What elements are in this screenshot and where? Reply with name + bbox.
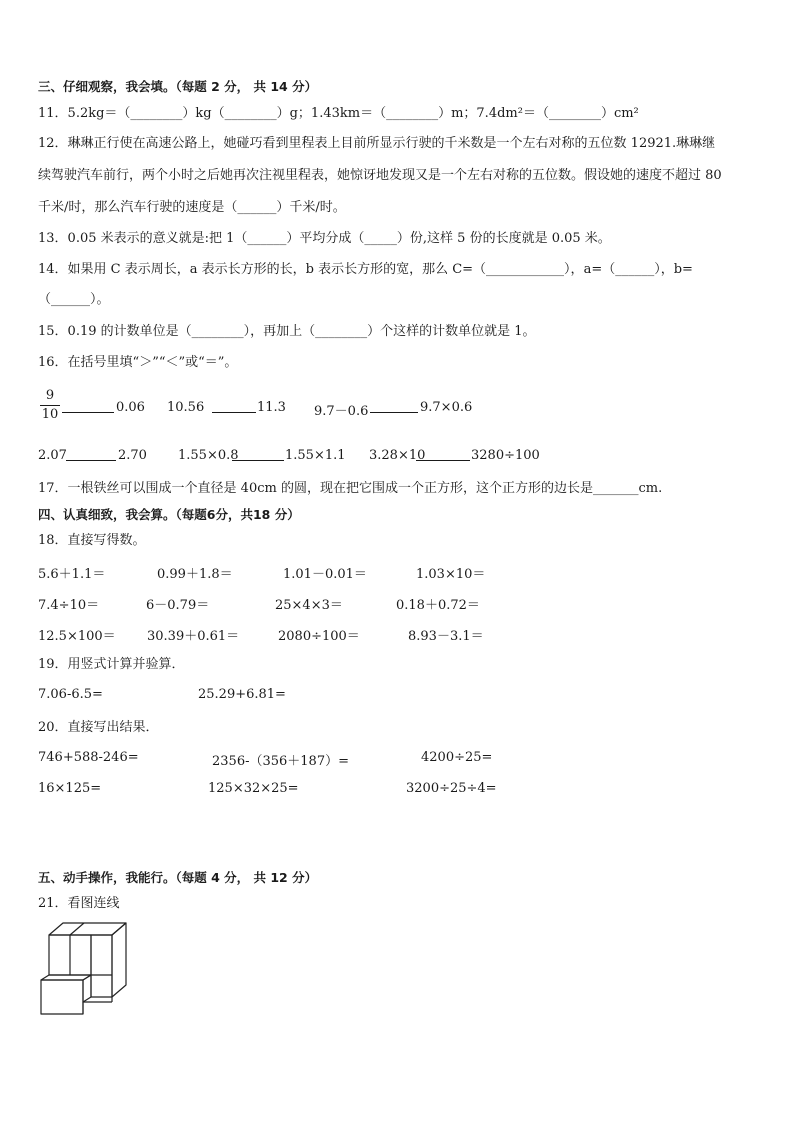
section-3-title: 三、仔细观察，我会填。（每题 2 分， 共 14 分） [38, 79, 318, 94]
compare-item: 1.55×1.1 [285, 448, 346, 463]
question-18-row-1 [38, 563, 794, 581]
expression: 12.5×100＝ [38, 629, 116, 644]
expression: 125×32×25= [208, 781, 299, 796]
question-20: 20．直接写出结果． [38, 720, 159, 735]
expression: 16×125= [38, 781, 102, 796]
question-18: 18．直接写得数。 [38, 533, 146, 548]
cube-side-face [83, 975, 91, 1002]
question-21: 21．看图连线 [38, 896, 120, 911]
question-12-line-1: 12．琳琳正行使在高速公路上，她碰巧看到里程表上目前所显示行驶的千米数是一个左右对称的五位数 12921.琳琳继 [38, 136, 716, 151]
question-19: 19．用竖式计算并验算． [38, 657, 185, 672]
compare-item: 0.06 [116, 400, 145, 415]
question-16: 16．在括号里填“＞”“＜”或“＝”。 [38, 355, 238, 370]
compare-item: 9.7×0.6 [420, 400, 473, 415]
cube-front-face [41, 980, 83, 1014]
question-15: 15．0.19 的计数单位是（________），再加上（________）个这样的计数单位就是 1。 [38, 324, 536, 339]
compare-item: 2.70 [118, 448, 147, 463]
answer-blank[interactable] [62, 400, 114, 417]
answer-blank[interactable] [232, 448, 284, 465]
section-5-title: 五、动手操作，我能行。（每题 4 分， 共 12 分） [38, 870, 318, 885]
compare-item: 11.3 [257, 400, 286, 415]
expression: 6－0.79＝ [146, 598, 210, 613]
expression: 1.01－0.01＝ [283, 567, 367, 582]
answer-blank[interactable] [212, 400, 256, 417]
expression: 7.06-6.5= [38, 687, 103, 702]
answer-blank[interactable] [66, 448, 116, 465]
compare-item: 3280÷100 [471, 448, 540, 463]
expression: 4200÷25= [421, 750, 493, 765]
expression: 30.39＋0.61＝ [147, 629, 240, 644]
question-16-row-2 [38, 448, 794, 466]
question-18-row-2 [38, 594, 794, 612]
question-13: 13．0.05 米表示的意义就是:把 1（______）平均分成（_____）份,这样 5 份的长度就是 0.05 米。 [38, 231, 611, 246]
question-20-row-2 [38, 781, 794, 799]
question-16-row-1 [38, 400, 794, 418]
compare-item: 2.07 [38, 448, 67, 463]
expression: 0.99＋1.8＝ [157, 567, 233, 582]
expression: 5.6＋1.1＝ [38, 567, 106, 582]
question-14-line-2: （______）。 [38, 292, 110, 307]
question-12-line-3: 千米/时，那么汽车行驶的速度是（______）千米/时。 [38, 200, 346, 215]
compare-item: 10.56 [167, 400, 205, 415]
expression: 8.93－3.1＝ [408, 629, 484, 644]
question-18-row-3 [38, 625, 794, 643]
expression: 25×4×3＝ [275, 598, 343, 613]
expression: 7.4÷10＝ [38, 598, 100, 613]
cube-edge [70, 923, 84, 935]
expression: 3200÷25÷4= [406, 781, 497, 796]
fraction-denominator: 10 [41, 407, 59, 422]
cube-stack-figure [36, 918, 136, 1020]
expression: 1.03×10＝ [416, 567, 486, 582]
compare-item: 9.7－0.6 [314, 404, 369, 419]
compare-item: 1.55×0.8 [178, 448, 239, 463]
cube-front-face [91, 935, 112, 997]
question-12-line-2: 续驾驶汽车前行，两个小时之后她再次注视里程表，她惊讶地发现又是一个左右对称的五位数。假设她的速度不超过 80 [38, 168, 722, 183]
cube-side-face [112, 923, 126, 997]
question-20-row-1 [38, 750, 794, 768]
expression: 25.29+6.81= [198, 687, 286, 702]
expression: 0.18＋0.72＝ [396, 598, 480, 613]
fraction-numerator: 9 [45, 388, 55, 403]
expression: 2080÷100＝ [278, 629, 360, 644]
question-17: 17．一根铁丝可以围成一个直径是 40cm 的圆，现在把它围成一个正方形，这个正方形的边长是_______cm. [38, 481, 663, 496]
question-11: 11．5.2kg＝（________）kg（________）g；1.43km＝（________）m；7.4dm²＝（________）cm² [38, 106, 639, 121]
expression: 746+588-246= [38, 750, 139, 765]
answer-blank[interactable] [416, 448, 470, 465]
compare-item: 3.28×10 [369, 448, 426, 463]
answer-blank[interactable] [370, 400, 418, 417]
question-19-row [38, 687, 794, 705]
question-14-line-1: 14．如果用 C 表示周长，a 表示长方形的长，b 表示长方形的宽，那么 C=（____________），a=（______），b= [38, 262, 693, 277]
expression: 2356-（356＋187）= [212, 754, 349, 769]
section-4-title: 四、认真细致，我会算。（每题6分，共18 分） [38, 507, 300, 522]
